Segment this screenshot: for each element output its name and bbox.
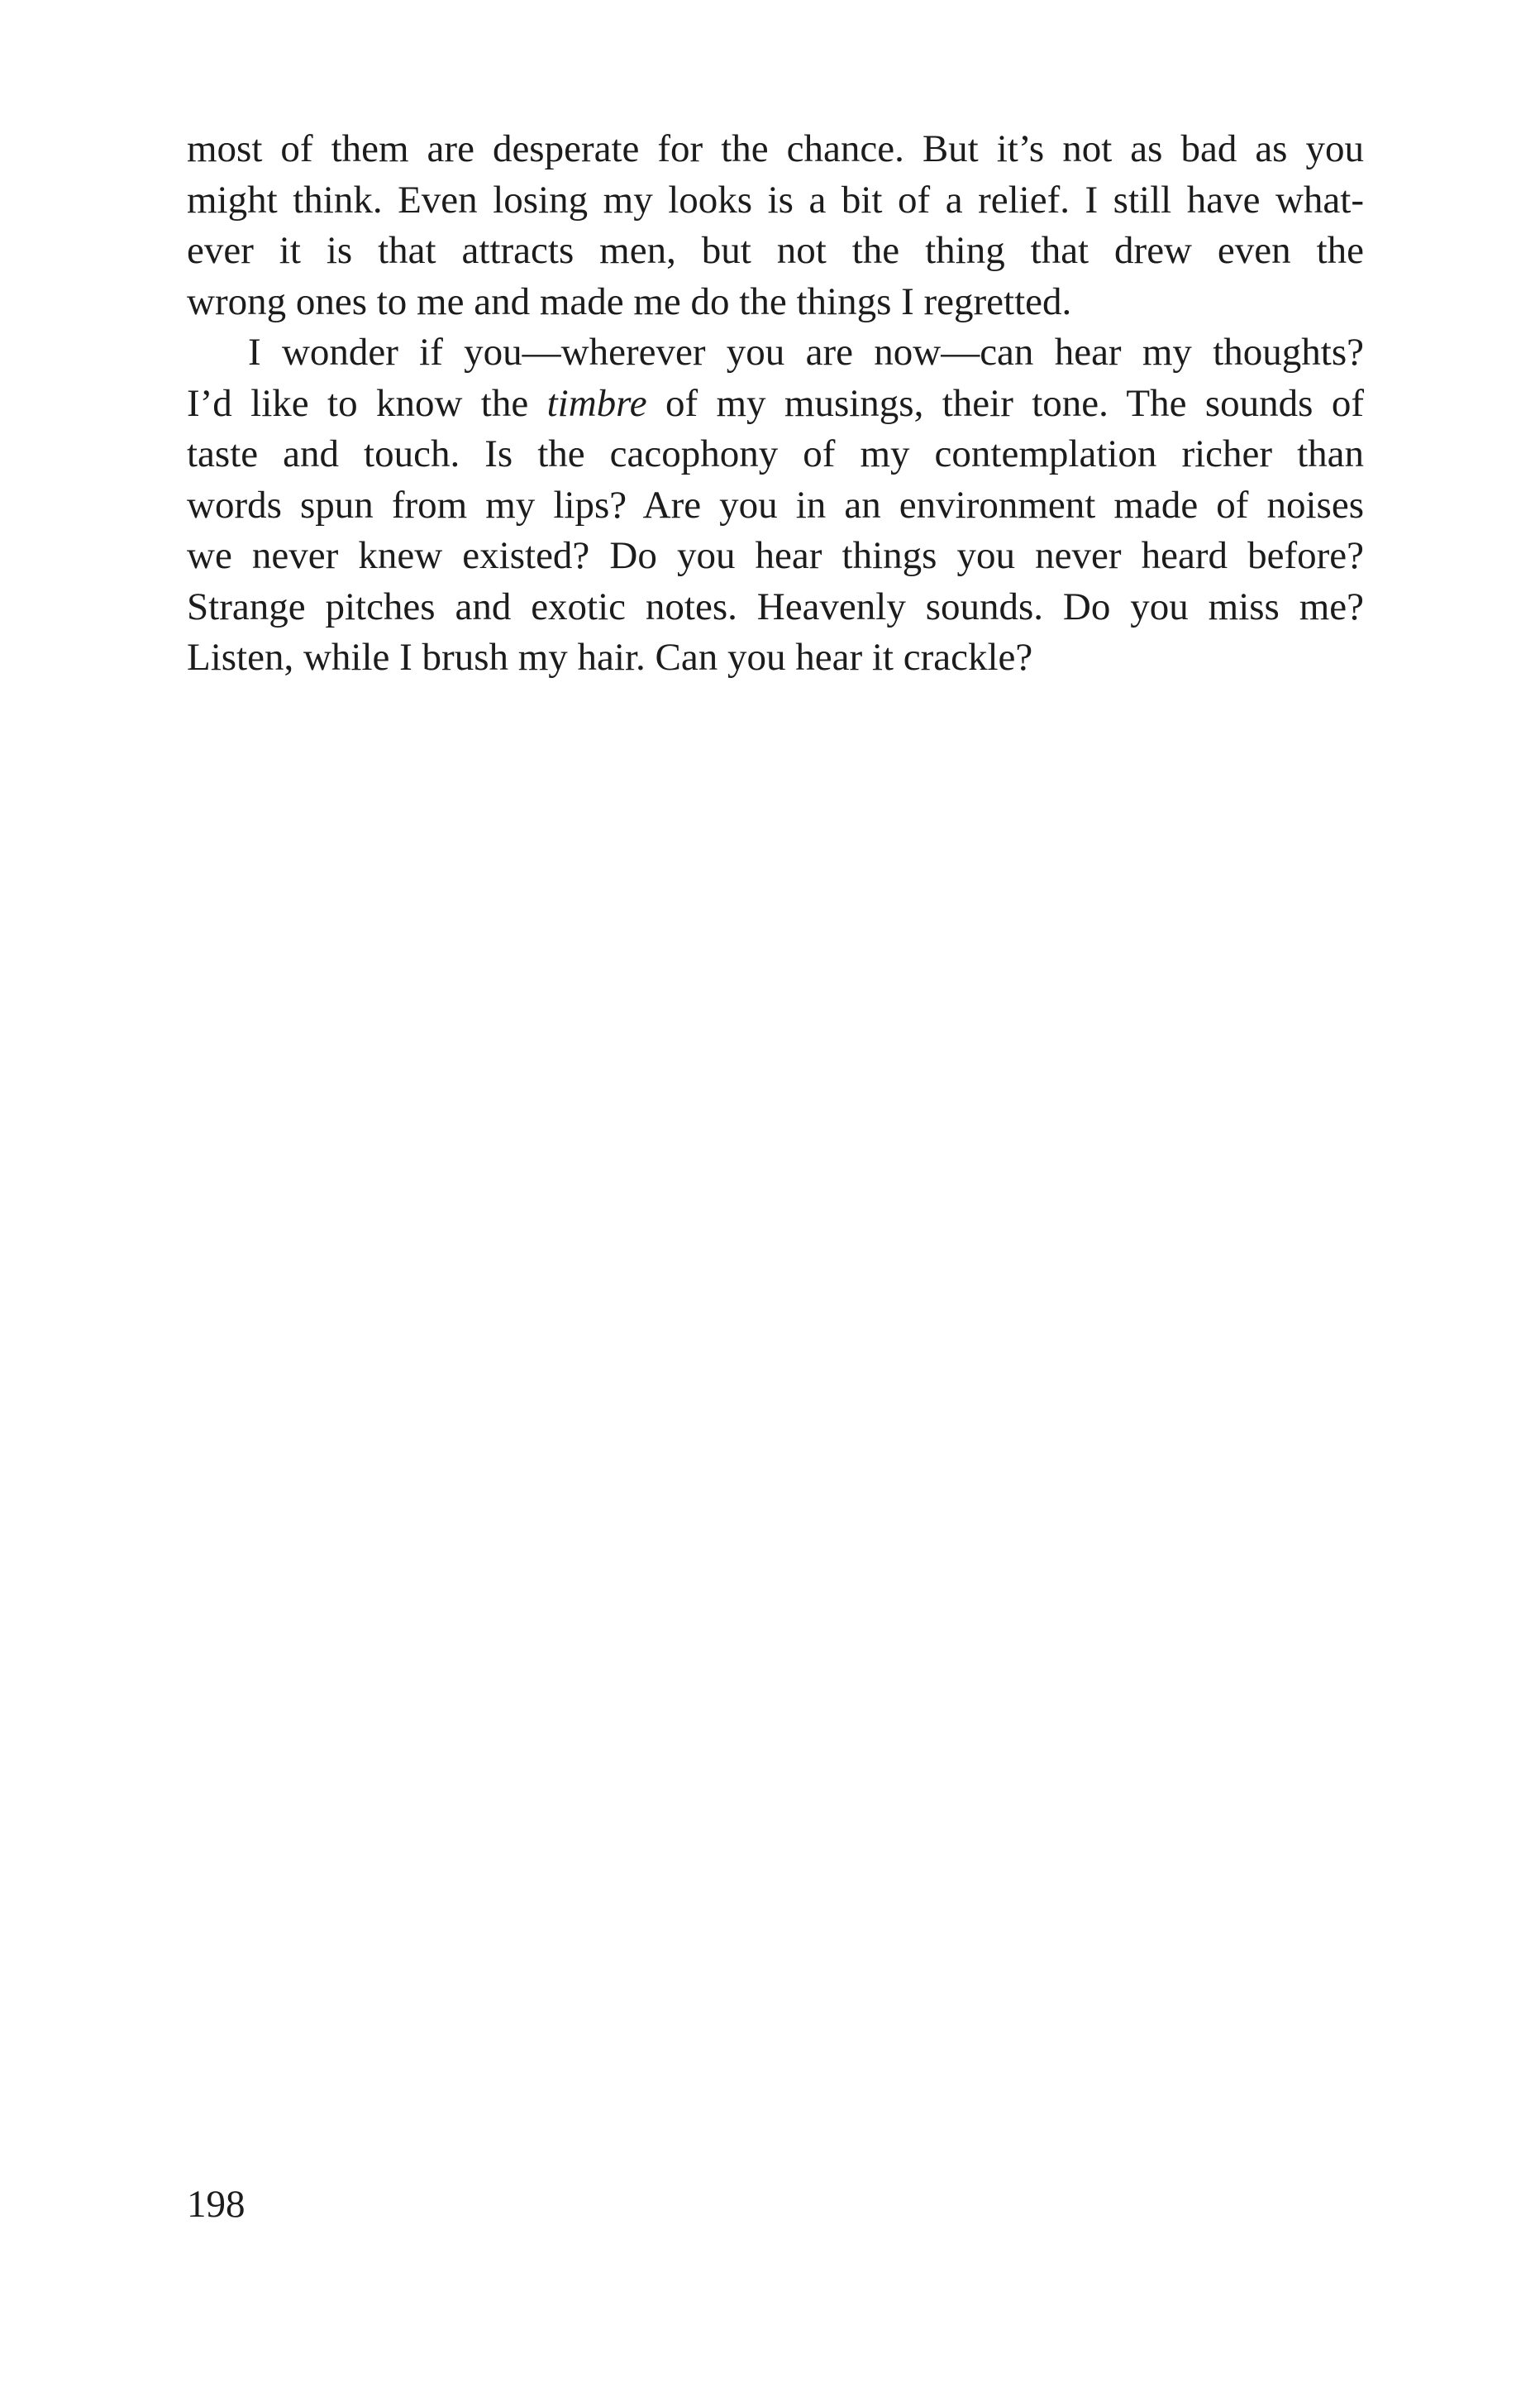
text-line: Listen, while I brush my hair. Can you hear it crackle?	[187, 636, 1033, 679]
text-line: words spun from my lips? Are you in an environment made of noises	[187, 483, 1364, 527]
text-line: taste and touch. Is the cacophony of my contemplation richer than	[187, 432, 1364, 475]
text-line: might think. Even losing my looks is a bit of a relief. I still have what-	[187, 178, 1364, 222]
body-text	[187, 124, 1364, 684]
italic-word: timbre	[546, 381, 647, 425]
text-line: wrong ones to me and made me do the things I regretted.	[187, 279, 1072, 323]
text-line: most of them are desperate for the chance. But it’s not as bad as you	[187, 127, 1364, 170]
page-number: 198	[187, 2183, 246, 2226]
text-line-end: of my musings, their tone. The sounds of	[646, 381, 1364, 425]
text-line	[187, 379, 1364, 430]
text-line-start: I’d like to know the	[187, 381, 547, 425]
text-line: Strange pitches and exotic notes. Heavenly sounds. Do you miss me?	[187, 585, 1364, 628]
text-line: ever it is that attracts men, but not the thing that drew even the	[187, 229, 1364, 272]
text-line: I wonder if you—wherever you are now—can hear my thoughts?	[248, 331, 1364, 374]
text-line: we never knew existed? Do you hear things you never heard before?	[187, 534, 1364, 577]
